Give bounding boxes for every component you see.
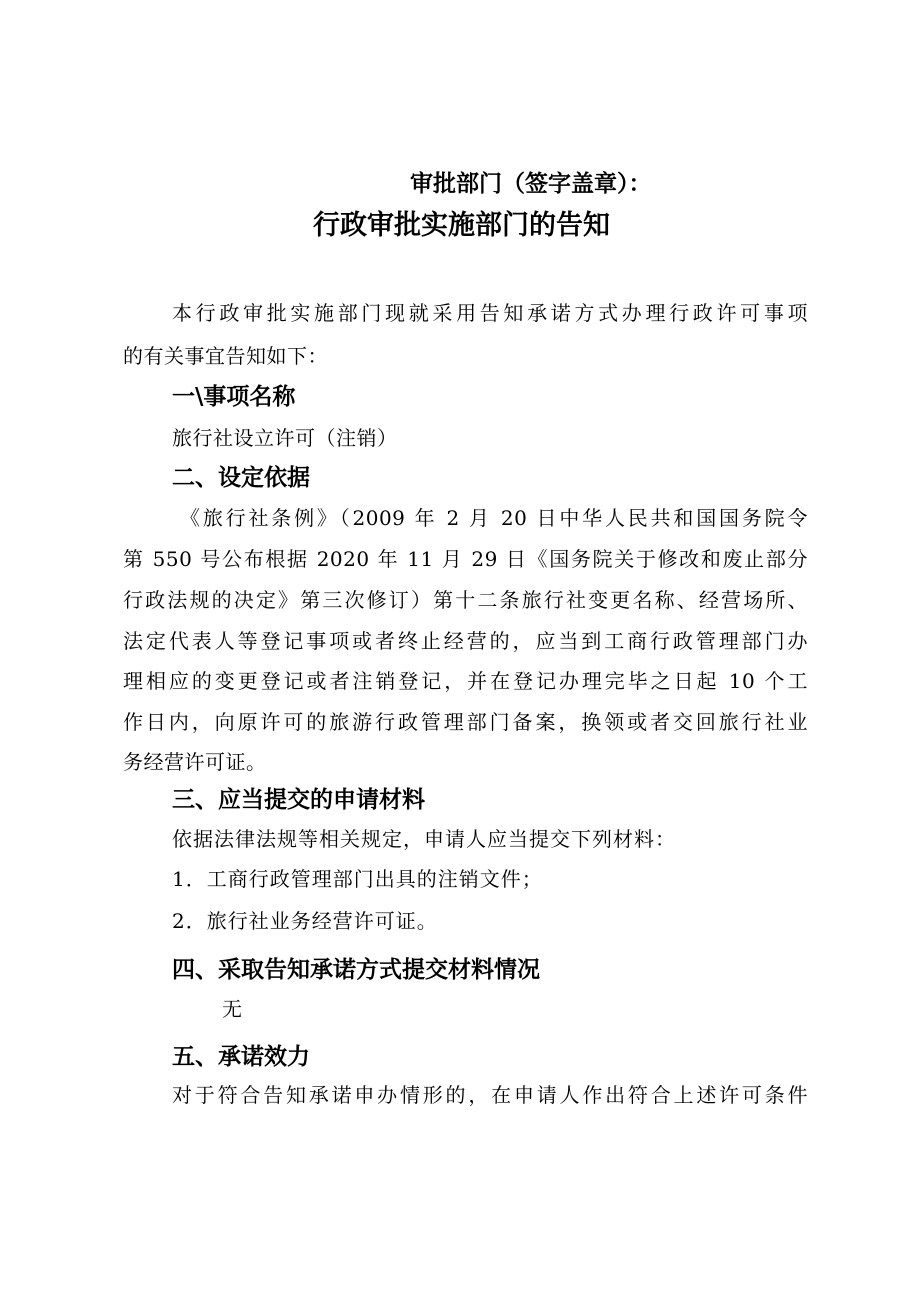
section-1-content: 旅行社设立许可（注销） bbox=[172, 426, 398, 450]
section-3-heading: 三、应当提交的申请材料 bbox=[172, 787, 425, 813]
section-2-line: 第 550 号公布根据 2020 年 11 月 29 日《国务院关于修改和废止部分 bbox=[123, 547, 808, 571]
section-3-intro: 依据法律法规等相关规定，申请人应当提交下列材料： bbox=[172, 827, 676, 851]
section-2-line: 作日内，向原许可的旅游行政管理部门备案，换领或者交回旅行社业 bbox=[123, 710, 808, 734]
document-title: 行政审批实施部门的告知 bbox=[313, 210, 610, 241]
section-5-heading: 五、承诺效力 bbox=[172, 1044, 310, 1070]
material-item: 2．旅行社业务经营许可证。 bbox=[172, 909, 438, 933]
section-2-line: 《旅行社条例》（2009 年 2 月 20 日中华人民共和国国务院令 bbox=[180, 506, 808, 530]
section-4-content: 无 bbox=[222, 997, 243, 1021]
section-1-heading: 一\事项名称 bbox=[172, 384, 296, 410]
material-item: 1．工商行政管理部门出具的注销文件； bbox=[172, 867, 543, 891]
section-2-line: 行政法规的决定》第三次修订）第十二条旅行社变更名称、经营场所、 bbox=[123, 588, 808, 612]
section-2-line: 务经营许可证。 bbox=[123, 750, 267, 774]
intro-line-1: 本行政审批实施部门现就采用告知承诺方式办理行政许可事项 bbox=[172, 301, 808, 325]
section-2-line: 法定代表人等登记事项或者终止经营的，应当到工商行政管理部门办 bbox=[123, 629, 808, 653]
approval-department-line: 审批部门（签字盖章）： bbox=[410, 171, 652, 197]
section-5-line-1: 对于符合告知承诺申办情形的，在申请人作出符合上述许可条件 bbox=[172, 1083, 808, 1107]
intro-line-2: 的有关事宜告知如下： bbox=[123, 344, 328, 368]
section-2-heading: 二、设定依据 bbox=[172, 465, 310, 491]
section-4-heading: 四、采取告知承诺方式提交材料情况 bbox=[172, 957, 540, 983]
section-2-line: 理相应的变更登记或者注销登记，并在登记办理完毕之日起 10 个工 bbox=[123, 669, 808, 693]
